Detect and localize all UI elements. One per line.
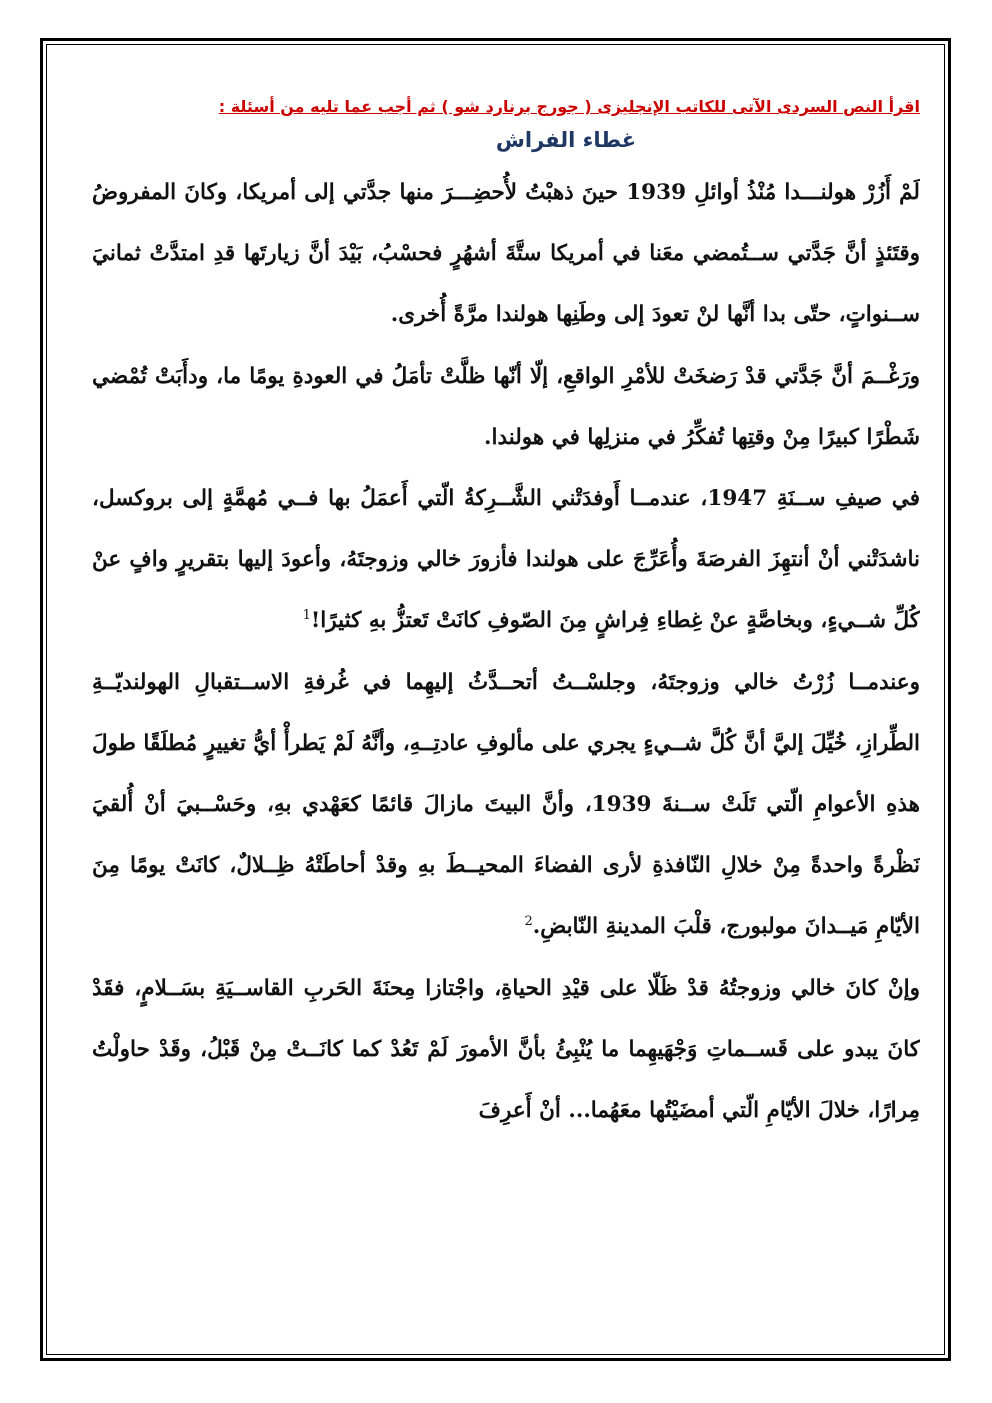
paragraph-text: وعندمــا زُرْتُ خالي وزوجتَهُ، وجلسْــتُ أتحــدَّثُ إليهِما في غُرفةِ الاســتقبالِ الهولنديّــةِ الطِّرازِ، خُيِّلَ إليَّ أنَّ كُلَّ شــيءٍ يجري على مألوفِ عادتِــهِ، وأنَّهُ لَمْ يَطرأْ أيُّ تغييرٍ مُطلَقًا طولَ هذهِ الأعوامِ الّتي تَلَتْ ســنةَ 1939، وأنَّ البيتَ مازالَ قائمًا كعَهْدي بهِ، وحَسْــبيَ أنْ أُلقيَ نَظْرةً واحدةً مِنْ خلالِ النّافذةِ لأرى الفضاءَ المحيــطَ بهِ وقدْ أحاطَتْهُ ظِــلالٌ، كانَتْ يومًا مِنَ الأيّامِ مَيــدانَ مولبورج، قلْبَ المدينةِ النّابضِ.: [92, 669, 920, 940]
footnote-marker-2: 2: [524, 914, 533, 930]
paragraph-text: وإنْ كانَ خالي وزوجتُهُ قدْ ظَلّا على قيْدِ الحياةِ، واجْتازا مِحنَةَ الحَربِ القاســيَةِ بسَــلامٍ، فقَدْ كانَ يبدو على قَســماتِ وَجْهَيهِما ما يُنْبِئُ بأنَّ الأمورَ لَمْ تَعُدْ كما كانَــتْ مِنْ قَبْلُ، وقَدْ حاولْتُ مِرارًا، خلالَ الأيّامِ الّتي أمضَيْتُها معَهُما... أنْ أَعرِفَ: [92, 975, 920, 1124]
story-title: غطاء الفراش: [495, 128, 637, 152]
paragraph-2: [92, 346, 920, 468]
paragraph-4: [92, 652, 920, 958]
paragraph-text: في صيفِ ســنَةِ 1947، عندمــا أَوفدَتْني الشَّــرِكةُ الّتي أَعمَلُ بها فــي مُهمَّةٍ إلى بروكسل، ناشدَتْني أنْ أنتهِزَ الفرصَةَ وأُعَرِّجَ على هولندا فأزورَ خالي وزوجتَهُ، وأعودَ إليها بتقريرٍ وافٍ عنْ كُلِّ شــيءٍ، وبخاصَّةٍ عنْ غِطاءِ فِراشٍ مِنَ الصّوفِ كانَتْ تَعتزُّ بهِ كثيرًا!: [92, 486, 920, 634]
paragraph-3: [92, 468, 920, 652]
paragraph-1: [92, 162, 920, 346]
footnote-marker-1: 1: [302, 608, 311, 624]
document-body: [92, 92, 920, 1342]
paragraph-5: [92, 958, 920, 1142]
paragraph-text: لَمْ أَزُرْ هولنـــدا مُنْذُ أوائلِ 1939 حينَ ذهبْتُ لأُحضِـــرَ منها جدَّتي إلى أمريكا، وكانَ المفروضُ وقتَئذٍ أنَّ جَدَّتي ســتُمضي معَنا في أمريكا ستَّةَ أشهُرٍ فحسْبُ، بَيْدَ أنَّ زيارتَها قدِ امتدَّتْ ثمانيَ ســنواتٍ، حتّى بدا أنَّها لنْ تعودَ إلى وطَنِها هولندا مرَّةً أُخرى.: [92, 180, 920, 328]
instruction-text: اقرأ النص السردى الآتى للكاتب الإنجليزى ( جورج برنارد شو ) ثم أجب عما تليه من أسئلة :: [218, 97, 920, 116]
paragraph-text: ورَغْــمَ أنَّ جَدَّتي قدْ رَضخَتْ للأمْرِ الواقعِ، إلّا أنّها ظلَّتْ تأمَلُ في العودةِ يومًا ما، ودأَبَتْ تُمْضي شَطْرًا كبيرًا مِنْ وقتِها تُفكِّرُ في منزلِها في هولندا.: [92, 363, 920, 450]
